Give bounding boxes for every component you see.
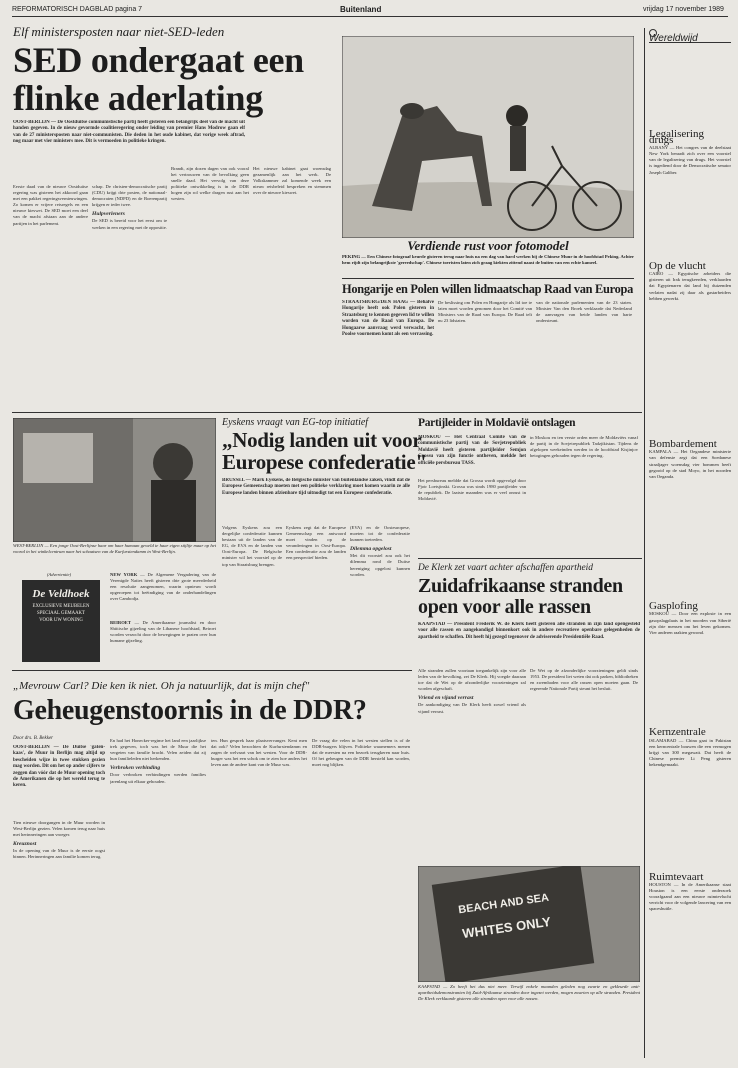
- eyskens-intro: BRUSSEL — Mark Eyskens, de Belgische minister van buitenlandse zaken, vindt dat de Europese Gemeenschap moeten met een politieke verklaring moet komen waarin ze alle Europese landen binnen afzienbare tijd uitnodigt tot een Europese confederatie.: [222, 478, 410, 496]
- photo-beach-caption: KAAPSTAD — Zo heeft het dus niet meer. Terwijl enkele maanden geleden nog zwarte en gekleurde anti-apartheidsdemonstranten bij Zuid-Afrikaanse stranden door ingezet werden, mogen zwarten op alle stranden. President De Klerk verklaarde gisteren alle stranden open voor alle rassen.: [418, 984, 640, 1001]
- moldavie-headline: Partijleider in Moldavië ontslagen: [418, 417, 576, 429]
- sidebar-title-kernzentrale: Kernzentrale: [649, 726, 706, 739]
- lead-column-1: Eerste daad van de nieuwe Oostduitse regering was gisteren het akkoord gaan met een pakket regeringsvernieuwingen. Zo komen er vrijere reisregels en een nieuwe kieswet. De SED moet een deel van de macht afstaan aan de andere partijen in het parlement.: [13, 184, 88, 226]
- lead-kicker: Elf ministersposten naar niet-SED-leden: [13, 24, 225, 39]
- geheugen-subhead-1: Kreuznost: [13, 841, 37, 848]
- brief-newyork-text: De Algemene Vergadering van de Verenigde Naties heeft gisteren drie grote meerderheid een resolutie aangenomen, waarin opnieuw wordt opgeroepen tot beëindiging van de onderhandelingen over Cambodja.: [110, 572, 216, 602]
- photo-beach: [418, 866, 640, 982]
- hungary-intro: STRAATSBURG/DEN HAAG — Behalve Hongarije heeft ook Polen gisteren in Straatsburg te kennen gegeven lid te willen worden van de Raad van Europa. De Hongaarse aanvraag werd verwacht, het Poolse voornemen komt als een verrassing.: [342, 300, 434, 338]
- photo-sign-line-2: BEACH AND SEA: [457, 891, 550, 917]
- hungary-column-2: De beslissing om Polen en Hongarije als lid toe te laten moet worden genomen door het Comité van Ministers van de Raad van Europa. De Raad telt nu 23 lidstaten.: [438, 300, 532, 324]
- sidebar-text-ruimtevaart: HOUSTON — In de Amerikaanse staat Houston is een eerste onderzoek voorafgaand aan een nieuwe ruimtevlucht verricht voor de volgende lancering van een spaceshuttle.: [649, 881, 731, 912]
- lead-column-2: schap. De christen-democratische partij (CDU) krijgt drie posten, de nationaal-democraten (NDPD) en de Boerenpartij krijgen er ieder twee. Hulpverleners De SED is bereid voor het eerst om te werken in een regering met de oppositie.: [92, 184, 167, 230]
- geheugen-subhead-2: Verbroken verbinding: [110, 765, 161, 772]
- camel-photo-illustration: [342, 36, 634, 238]
- sidebar-text-kernzentrale: ISLAMABAD — China gaat in Pakistan een kerncentrale bouwen die een vermogen krijgt van 300 megawatt. Dat heeft de Chinese premier Li Peng gisteren bekendgemaakt.: [649, 737, 731, 767]
- lead-subhead: Hulpverleners: [92, 211, 125, 218]
- eyskens-subhead: Dilemma opgelost: [350, 546, 392, 553]
- advert-brand: De Veldhoek: [32, 588, 90, 600]
- sa-headline-1: Zuidafrikaanse stranden: [418, 575, 623, 597]
- brief-newyork: NEW YORK — De Algemene Vergadering van de Verenigde Naties heeft gisteren drie grote meerderheid een resolutie aangenomen, waarin opnieuw wordt opgeroepen tot beëindiging van de onderhandelingen over Cambodja.: [110, 572, 216, 602]
- geheugen-column-2: En had het Honecker-regime het land een jaarlijkse trek gegeven, toch was het de Muur die het vergeten van familie bracht. Velen zeiden dat zij hun familieleden niet herkenden. Verbroken verbinding Door verbroken verbindingen werden families jarenlang uit elkaar gehouden.: [110, 738, 206, 784]
- sa-subhead: Vriend en vijand verrast: [418, 695, 474, 702]
- page-header-date: vrijdag 17 november 1989: [643, 6, 724, 13]
- sidebar-wereldwijd: [649, 125, 731, 1060]
- eyskens-headline-2: Europese confederatie": [222, 450, 427, 474]
- sidebar-text-bombardement: KAMPALA — Het Oegandese ministerie van defensie zegt dat een Soedanese straaljager woensdag vier bommen heeft gegooid op de stad Moyo, in het noorden van Oeganda.: [649, 449, 731, 479]
- section-label: Wereldwijd: [649, 33, 698, 44]
- geheugen-column-3: ten. Hun gesprek haar plaatsvervanger. Kent men dat ook? Velen bezochten de Kurfurstendamm en zagen de welvaart van het westen. Voor de DDR-burger was het een schok om te zien hoe anders het leven aan de andere kant van de Muur was.: [211, 738, 307, 768]
- sa-intro: KAAPSTAD — President Frederik W. de Klerk heeft gisteren alle stranden in zijn land opengesteld voor alle rassen en aangekondigd binnenkort ook in andere recreatieve openbare gelegenheden de apartheid te schaffen. Dit heeft hij gezegd tegenover de adviserende Presidentiële Raad.: [418, 622, 640, 640]
- sidebar-title-vlucht: Op de vlucht: [649, 260, 706, 273]
- geheugen-kicker: „Mevrouw Carl? Die ken ik niet. Oh ja natuurlijk, dat is mijn chef": [13, 680, 310, 692]
- sa-kicker: De Klerk zet vaart achter afschaffen apartheid: [418, 563, 593, 573]
- photo-camel-caption: PEKING — Een Chinese fotograaf keurde gisteren terug naar huis na een dag van hard werken bij de Chinese Muur in de hoofdstad Peking. Achter hem rijdt zijn belangrijkste 'gereedschap'. Chinese toeristen laten zich graag kiekten zittend naast de buiten van een echte kameel.: [342, 254, 634, 265]
- sidebar-text-gasplofing: MOSKOU — Door een explosie in een gasopslagplaats in het noorden van Siberië zijn drie mensen om het leven gekomen. Vier anderen raakten gewond.: [649, 611, 731, 635]
- moldavie-intro: MOSKOU — Het Centraal Comité van de communistische partij van de Sovjetrepubliek Moldavië heeft gisteren partijleider Semjon Grossu van zijn functie ontheven, meldde het officiële persbureau TASS.: [418, 435, 526, 466]
- geheugen-column-4: De vraag die velen in het westen stellen is of de DDR-burgers blijven. Politieke waarnemers menen dat de meesten na een bezoek terugkeren naar huis. Of het geheugen van de DDR hersteld kan worden, moet nog blijken.: [312, 738, 410, 768]
- lead-column-4: Het nieuwe kabinet gaat woensdag gezamenlijk aan het werk. De Volkskammer zal komende week een nieuw reisbeleid bespreken en stemmen over de nieuwe kieswet.: [253, 166, 331, 196]
- photo-sign-line-1: WHITES ONLY: [461, 913, 552, 942]
- eyskens-headline-1: „Nodig landen uit voor: [222, 428, 422, 452]
- photo-west-berlin: [13, 418, 216, 542]
- moldavie-column-2: in Moskou en ten verste orden meer de Moldaviërs vanaf de partij in de Sovjetrepubliek Tadzjikistan. Tijdens de afgelopen weekeinden werden in de hoofdstad Kisjinjov betogingen gehouden tegen de regering.: [530, 435, 638, 459]
- advert-line-3: VOOR UW WONING: [39, 618, 83, 623]
- page-header-section: Buitenland: [340, 5, 382, 14]
- page-header-left: REFORMATORISCH DAGBLAD pagina 7: [12, 6, 143, 13]
- advert-box[interactable]: [22, 580, 100, 662]
- lead-headline-2: flinke aderlating: [13, 78, 263, 118]
- brief-newyork-lead: NEW YORK: [110, 572, 138, 577]
- eyskens-column-3: (EVA) en de Oosteuropese, moeten tot de confederatie kunnen toetreden. Dilemma opgelost Met dit voorstel zou ook het dilemma rond de Duitse hereniging opgelost kunnen worden.: [350, 525, 410, 577]
- advert-line-2: SPECIAAL GEMAAKT: [37, 611, 85, 616]
- hungary-column-3: van de nationale parlementen van de 23 staten. Minister Van den Broek verklaarde dat Nederland de aanvragen van beide landen van harte ondersteunt.: [536, 300, 632, 324]
- berlin-photo-illustration: [13, 418, 216, 542]
- globe-icon: [649, 29, 657, 37]
- photo-camel-title: Verdiende rust voor fotomodel: [407, 238, 569, 253]
- geheugen-column-1: Tien nieuwe doorgangen in de Muur worden in West-Berlijn gezien. Velen komen terug naar huis met herinneringen aan vroeger. Kreuznost In de opening van de Muur is de eerste oogst binnen. Herinneringen aan familie komen terug.: [13, 820, 105, 860]
- sidebar-title-drugs: Legalisering drugs: [649, 128, 704, 147]
- advert-label: (Advertentie): [46, 572, 72, 577]
- advert-line-1: EXCLUSIEVE MEUBELEN: [32, 604, 90, 609]
- sa-column-2: De Wet op de afzonderlijke voorzieningen geldt sinds 1953. De president liet weten dat ook parken, bibliotheken en zwembaden voor alle rassen open moeten gaan. De regerende Nationale Partij steunt het besluit.: [530, 668, 638, 692]
- hungary-headline: Hongarije en Polen willen lidmaatschap Raad van Europa: [342, 282, 633, 296]
- sidebar-title-ruimtevaart: Ruimtevaart: [649, 870, 704, 883]
- brief-beiroet-lead: BEIROET: [110, 620, 131, 625]
- sa-headline-2: open voor alle rassen: [418, 596, 591, 618]
- sidebar-text-drugs: ALBANY — Het congres van de deelstaat New York beraadt zich over een voorstel van de legalisering van drugs. Het voorstel is ingediend door de Democratische senator Joseph Galiber.: [649, 145, 731, 175]
- photo-west-berlin-caption: WEST-BERLIJN — Een jonge Oost-Berlijnse haar om haar humaan geweld te haar eigen stijltje maar op het vooral in het winkelcentrum naar het schaatsen van de Kurfurstendamm in West-Berlijn.: [13, 543, 216, 554]
- geheugen-byline: Door drs. B. Bekker: [13, 736, 54, 741]
- brief-beiroet-text: De Amerikaanse journalist en door Shiitische gijzeling van de Libanese hoofdstad, Beiroet worden verzocht door de bewegingen te praten over hun humane gijzeling.: [110, 620, 216, 644]
- lead-headline-1: SED ondergaat een: [13, 40, 304, 80]
- eyskens-column-2: Eyskens zegt dat de Europese Gemeenschap een antwoord moet vinden op de veranderingen in Oost-Europa. Een confederatie zou de landen een perspectief bieden.: [286, 525, 346, 561]
- eyskens-column-1: Volgens Eyskens zou een dergelijke confederatie kunnen bestaan uit de landen van de EG, de EVA en de landen van Oost-Europa. De Belgische minister wil het voorstel op de top van Straatsburg brengen.: [222, 525, 282, 567]
- sidebar-title-bombardement: Bombardement: [649, 438, 717, 451]
- sidebar-section-header: [649, 28, 731, 43]
- brief-beiroet: BEIROET — De Amerikaanse journalist en door Shiitische gijzeling van de Libanese hoofdstad, Beiroet worden verzocht door de bewegingen te praten over hun humane gijzeling.: [110, 620, 216, 644]
- lead-column-3: Brandt, zijn dozen dagen van ook vooral het vertrouwen van de bevolking geen snelle daad. Het vervolg van deze politieke ontwikkeling is in de DDR hogen zijn rol welke dragen rust aan het westen.: [171, 166, 249, 202]
- geheugen-headline: Geheugenstoornis in de DDR?: [13, 695, 367, 726]
- sidebar-text-vlucht: CAIRO — Egyptische arbeiders die gisteren uit Irak terugkeerden, verklaarden dat Egyptenaren dat land bij duizenden verlaten nadat zij daar als gastarbeiders hebben gewerkt.: [649, 271, 731, 301]
- lead-intro: OOST-BERLIJN — De Oostduitse communistische partij heeft gisteren een belangrijk deel van de macht uit handen gegeven. In de nieuw gevormde coalitieregering onder leiding van premier Hans Modrow gaan elf van de 27 ministersposten naar niet-communisten. Die deden in het oude kabinet, dat vorige week aftrad, nog maar met vier ministers mee. Dit is vermoeden in politieke kringen.: [13, 120, 245, 145]
- sa-column-1: Alle stranden zullen voortaan toegankelijk zijn voor alle leden van de bevolking, zei De Klerk. Hij voegde daaraan toe dat de Wet op de afzonderlijke voorzieningen zal worden afgeschaft. Vriend en vijand verrast De aankondiging van De Klerk heeft zowel vriend als vijand verrast.: [418, 668, 526, 714]
- photo-camel: [342, 36, 634, 238]
- geheugen-intro: OOST-BERLIJN — De Duitse 'gaten-kaas', de Muur in Berlijn mag altijd op bescheiden wijze in twee stukken gezien mag worden. Dit om het op ander cijfers te zeggen dan vóór dat de Muur opening toch de Amerikanen die op het wereld terug te keren.: [13, 745, 105, 789]
- eyskens-kicker: Eyskens vraagt van EG-top initiatief: [222, 417, 369, 428]
- sidebar-title-gasplofing: Gasplofing: [649, 600, 698, 613]
- moldavie-column-1: Het persbureau meldde dat Grossu wordt opgevolgd door Pjotr Loetsjinski. Grossu was sinds 1980 partijleider van de republiek. De laatste maanden was er veel onrust in Moldavië.: [418, 478, 526, 502]
